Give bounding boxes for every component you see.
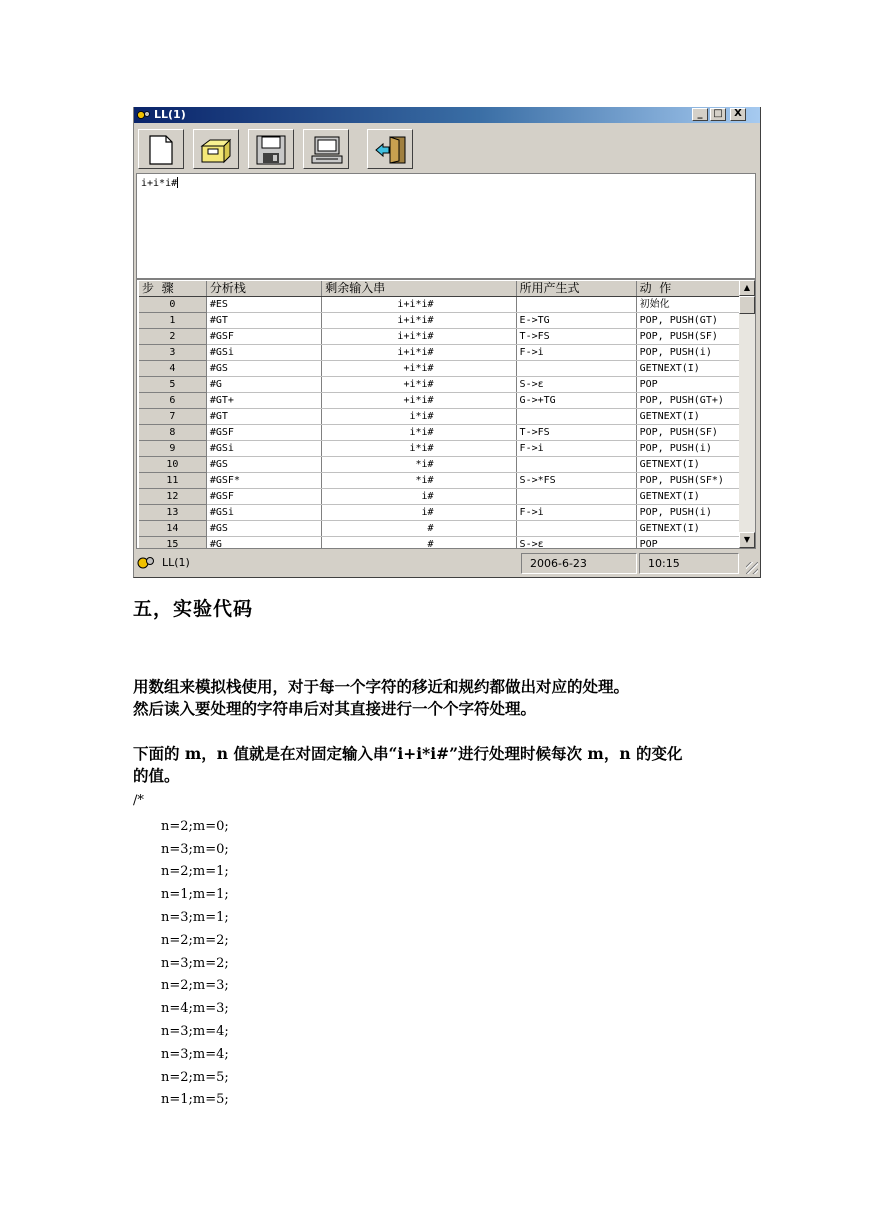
cell-step: 6 [139,393,206,409]
status-bar [134,550,760,576]
cell-production: E->TG [516,313,636,329]
code-line: n=2;m=2; [161,932,229,948]
scroll-thumb[interactable] [739,296,755,314]
cell-production [516,409,636,425]
status-app-name: LL(1) [162,556,190,569]
cell-remaining: i+i*i# [322,313,516,329]
cell-action: POP [636,377,754,393]
app-logo-icon [137,109,151,121]
cell-production: T->FS [516,425,636,441]
cell-remaining: i# [322,489,516,505]
cell-step: 4 [139,361,206,377]
cell-action: POP [636,537,754,550]
cell-stack: #GS [206,361,321,377]
cell-remaining: *i# [322,473,516,489]
window-title: LL(1) [154,108,186,121]
code-line: n=3;m=4; [161,1046,229,1062]
cell-step: 1 [139,313,206,329]
cell-action: GETNEXT(I) [636,457,754,473]
cell-action: POP, PUSH(GT) [636,313,754,329]
open-folder-icon [200,134,234,166]
table-row[interactable] [139,409,755,425]
cell-step: 7 [139,409,206,425]
table-row[interactable] [139,489,755,505]
status-app-icon [137,554,155,572]
cell-action: GETNEXT(I) [636,409,754,425]
exit-button[interactable] [367,129,413,169]
code-line: n=3;m=0; [161,841,229,857]
cell-step: 10 [139,457,206,473]
cell-step: 13 [139,505,206,521]
cell-action: POP, PUSH(i) [636,345,754,361]
title-bar[interactable] [134,107,760,123]
paragraph-1-line-2: 然后读入要处理的字符串后对其直接进行一个个字符处理。 [133,699,537,718]
cell-step: 14 [139,521,206,537]
new-document-icon [145,134,177,166]
cell-production [516,361,636,377]
cell-remaining: i+i*i# [322,329,516,345]
cell-production: S->ε [516,537,636,550]
cell-step: 0 [139,297,206,313]
cell-step: 11 [139,473,206,489]
cell-stack: #GSi [206,441,321,457]
cell-production [516,489,636,505]
cell-stack: #GSi [206,345,321,361]
cell-production [516,297,636,313]
cell-remaining: *i# [322,457,516,473]
save-disk-icon [255,134,287,166]
resize-grip-icon[interactable] [746,562,758,574]
table-row[interactable] [139,425,755,441]
cell-stack: #GT+ [206,393,321,409]
cell-production: F->i [516,505,636,521]
table-row[interactable] [139,473,755,489]
cell-stack: #GS [206,521,321,537]
paragraph-1 [133,676,629,720]
cell-stack: #G [206,377,321,393]
cell-step: 9 [139,441,206,457]
vertical-scrollbar[interactable] [739,280,755,548]
cell-stack: #GSF [206,329,321,345]
cell-production: T->FS [516,329,636,345]
code-line: n=2;m=1; [161,864,229,880]
cell-remaining: # [322,537,516,550]
cell-production: F->i [516,345,636,361]
cell-step: 5 [139,377,206,393]
cell-stack: #GT [206,409,321,425]
code-block [133,790,229,1112]
cell-stack: #ES [206,297,321,313]
cell-remaining: +i*i# [322,361,516,377]
table-row[interactable] [139,361,755,377]
cell-action: GETNEXT(I) [636,489,754,505]
paragraph-2-line-2: 的值。 [133,766,180,785]
scroll-down-arrow-icon[interactable]: ▼ [739,532,755,548]
cell-action: GETNEXT(I) [636,521,754,537]
cell-remaining: +i*i# [322,377,516,393]
header-remaining-input[interactable]: 剩余输入串 [322,281,516,297]
paragraph-2 [133,743,683,787]
close-button[interactable]: X [730,108,746,121]
analysis-table[interactable] [136,279,756,549]
paragraph-1-line-1: 用数组来模拟栈使用，对于每一个字符的移近和规约都做出对应的处理。 [133,677,630,696]
cell-production: S->*FS [516,473,636,489]
code-line: n=3;m=2; [161,955,229,971]
input-string-text: i+i*i# [141,178,178,189]
maximize-button[interactable]: □ [710,108,726,121]
cell-stack: #GSF [206,425,321,441]
paragraph-2-line-1: 下面的 m，n 值就是在对固定输入串“i+i*i#”进行处理时候每次 m，n 的变化 [133,744,683,763]
code-line: n=3;m=4; [161,1023,229,1039]
cell-production [516,457,636,473]
cell-action: GETNEXT(I) [636,361,754,377]
header-production[interactable]: 所用产生式 [516,281,636,297]
header-action[interactable]: 动 作 [636,281,754,297]
table-row[interactable] [139,441,755,457]
new-button[interactable] [138,129,184,169]
cell-remaining: i*i# [322,409,516,425]
input-string-editor[interactable] [136,173,756,279]
code-line: n=2;m=5; [161,1069,229,1085]
cell-stack: #GS [206,457,321,473]
cell-action: POP, PUSH(SF) [636,425,754,441]
table-header-row [139,281,755,297]
cell-action: POP, PUSH(GT+) [636,393,754,409]
cell-action: 初始化 [636,297,754,313]
cell-remaining: i*i# [322,425,516,441]
code-line: n=2;m=3; [161,978,229,994]
code-line: n=1;m=5; [161,1092,229,1108]
cell-step: 8 [139,425,206,441]
cell-action: POP, PUSH(i) [636,505,754,521]
table-row[interactable] [139,457,755,473]
code-line: n=4;m=3; [161,1001,229,1017]
table-row[interactable] [139,505,755,521]
cell-production: G->+TG [516,393,636,409]
cell-stack: #GSF* [206,473,321,489]
text-caret [177,177,178,188]
run-button[interactable] [303,129,349,169]
computer-run-icon [310,134,344,166]
exit-door-icon [374,134,408,166]
cell-action: POP, PUSH(SF*) [636,473,754,489]
open-button[interactable] [193,129,239,169]
minimize-button[interactable]: _ [692,108,708,121]
code-line: n=1;m=1; [161,887,229,903]
save-button[interactable] [248,129,294,169]
table-row[interactable] [139,393,755,409]
cell-step: 2 [139,329,206,345]
code-line: n=2;m=0; [161,818,229,834]
cell-remaining: i# [322,505,516,521]
cell-step: 3 [139,345,206,361]
cell-production: S->ε [516,377,636,393]
cell-step: 15 [139,537,206,550]
cell-stack: #GT [206,313,321,329]
code-line: n=3;m=1; [161,909,229,925]
cell-action: POP, PUSH(i) [636,441,754,457]
cell-stack: #GSF [206,489,321,505]
cell-stack: #G [206,537,321,550]
cell-remaining: i+i*i# [322,345,516,361]
table-row[interactable] [139,345,755,361]
cell-action: POP, PUSH(SF) [636,329,754,345]
cell-remaining: # [322,521,516,537]
cell-remaining: i*i# [322,441,516,457]
cell-remaining: i+i*i# [322,297,516,313]
cell-step: 12 [139,489,206,505]
toolbar [134,125,760,173]
status-time: 10:15 [639,553,739,574]
table-row[interactable] [139,313,755,329]
ll1-app-window [133,107,761,578]
table-row[interactable] [139,377,755,393]
cell-production [516,521,636,537]
table-row[interactable] [139,297,755,313]
table-row[interactable] [139,329,755,345]
table-row[interactable] [139,521,755,537]
section-heading: 五，实验代码 [133,598,254,620]
header-step[interactable]: 步 骤 [139,281,206,297]
cell-remaining: +i*i# [322,393,516,409]
table-row[interactable] [139,537,755,550]
cell-production: F->i [516,441,636,457]
comment-open: /* [133,793,144,808]
scroll-up-arrow-icon[interactable]: ▲ [739,280,755,296]
cell-stack: #GSi [206,505,321,521]
status-date: 2006-6-23 [521,553,637,574]
header-stack[interactable]: 分析栈 [206,281,321,297]
